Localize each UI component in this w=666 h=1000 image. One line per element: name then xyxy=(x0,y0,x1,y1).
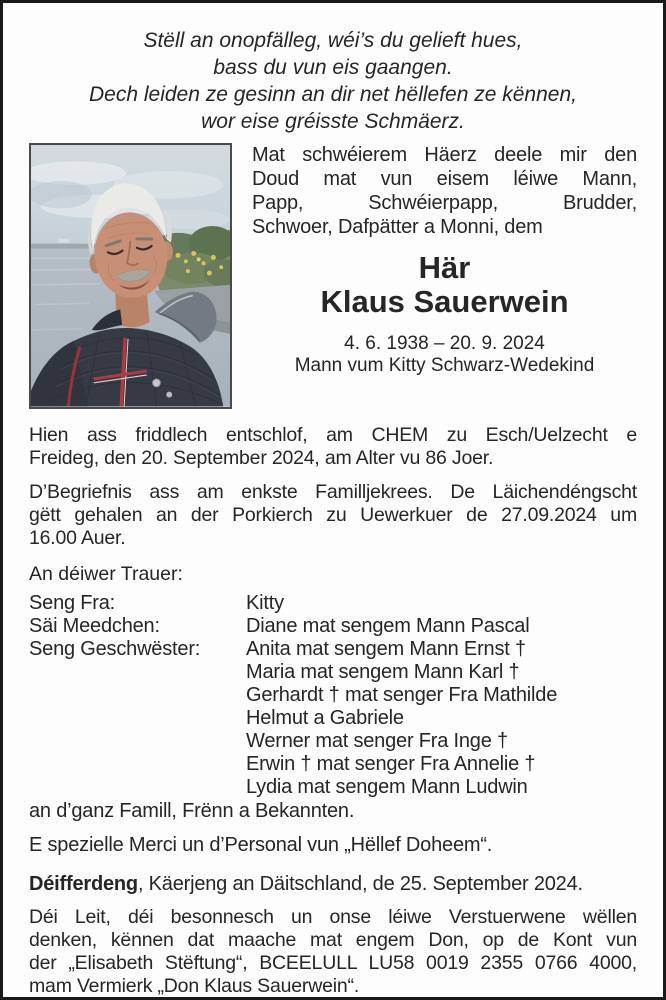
mourner-value: Anita mat sengem Mann Ernst † xyxy=(246,638,526,660)
body-text xyxy=(29,424,637,998)
mourner-value: Werner mat senger Fra Inge † xyxy=(246,730,508,752)
verse-line: wor eise gréisste Schmäerz. xyxy=(201,110,465,133)
dateline-place: Déifferdeng xyxy=(29,873,138,895)
donation-line: der „Elisabeth Stëftung“, BCEELULL LU58 0019 2355 0766 4000, xyxy=(29,952,637,974)
death-paragraph-line: Freideg, den 20. September 2024, am Alter vu 86 Joer. xyxy=(29,447,494,469)
funeral-paragraph-line: gëtt gehalen an der Porkierch zu Uewerkuer de 27.09.2024 um xyxy=(29,504,637,526)
announcement-column xyxy=(252,143,637,409)
mourning-heading: An déiwer Trauer: xyxy=(29,563,183,585)
donation-line: denken, kënnen dat maache mat engem Don, op de Kont vun xyxy=(29,929,637,951)
announcement-paragraph xyxy=(252,143,637,239)
dateline xyxy=(29,873,637,896)
death-paragraph-line: Hien ass friddlech entschlof, am CHEM zu Esch/Uelzecht e xyxy=(29,424,637,446)
announcement-line: Schwoer, Dafpätter a Monni, dem xyxy=(252,216,543,238)
mourning-closing: an d’ganz Famill, Frënn a Bekannten. xyxy=(29,800,355,822)
mourner-values xyxy=(246,638,637,799)
donation-paragraph xyxy=(29,906,637,998)
spouse-line: Mann vum Kitty Schwarz-Wedekind xyxy=(294,355,595,376)
thanks-line: E spezielle Merci un d’Personal vun „Hëllef Doheem“. xyxy=(29,834,493,856)
verse-line: bass du vun eis gaangen. xyxy=(213,56,453,79)
donation-line: mam Vermierk „Don Klaus Sauerwein“. xyxy=(29,975,360,997)
mourner-values xyxy=(246,615,637,638)
deceased-title: Här xyxy=(418,250,471,285)
announcement-line: Mat schwéierem Häerz deele mir den xyxy=(252,144,637,166)
memorial-verse xyxy=(29,27,637,135)
verse-line: Dech leiden ze gesinn an dir net hëllefen ze kënnen, xyxy=(88,83,577,106)
announcement-line: Doud mat vun eisem léiwe Mann, xyxy=(252,168,637,190)
portrait-photo xyxy=(29,143,232,409)
mourner-label: Seng Geschwëster: xyxy=(29,638,201,660)
portrait-photo-illustration xyxy=(31,145,230,407)
mourner-value: Gerhardt † mat senger Fra Mathilde xyxy=(246,684,558,706)
mourner-value: Erwin † mat senger Fra Annelie † xyxy=(246,753,536,775)
funeral-paragraph-line: 16.00 Auer. xyxy=(29,527,126,549)
death-paragraph xyxy=(29,424,637,470)
donation-line: Déi Leit, déi besonnesch un onse léiwe Verstuerwene wëllen xyxy=(29,906,637,928)
mourner-value: Diane mat sengem Mann Pascal xyxy=(246,615,530,637)
deceased-name-block xyxy=(252,251,637,319)
funeral-paragraph-line: D’Begriefnis ass am enkste Familljekrees. De Läichendéngscht xyxy=(29,481,637,503)
mourner-values xyxy=(246,592,637,615)
announcement-line: Papp, Schwéierpapp, Brudder, xyxy=(252,192,637,214)
deceased-dates-block xyxy=(252,333,637,377)
mourner-value: Helmut a Gabriele xyxy=(246,707,404,729)
mourner-value: Maria mat sengem Mann Karl † xyxy=(246,661,520,683)
mourner-value: Kitty xyxy=(246,592,284,614)
mourner-value: Lydia mat sengem Mann Ludwin xyxy=(246,776,528,798)
funeral-paragraph xyxy=(29,481,637,550)
photo-and-announcement-row xyxy=(29,143,637,409)
verse-line: Stëll an onopfälleg, wéi’s du gelieft hues, xyxy=(143,29,523,52)
mourner-label: Säi Meedchen: xyxy=(29,615,160,637)
mourner-label: Seng Fra: xyxy=(29,592,116,614)
dateline-rest: , Käerjeng an Däitschland, de 25. September 2024. xyxy=(137,873,583,895)
mourners-list xyxy=(29,592,637,799)
life-dates: 4. 6. 1938 – 20. 9. 2024 xyxy=(344,333,545,354)
deceased-name: Klaus Sauerwein xyxy=(320,284,569,319)
